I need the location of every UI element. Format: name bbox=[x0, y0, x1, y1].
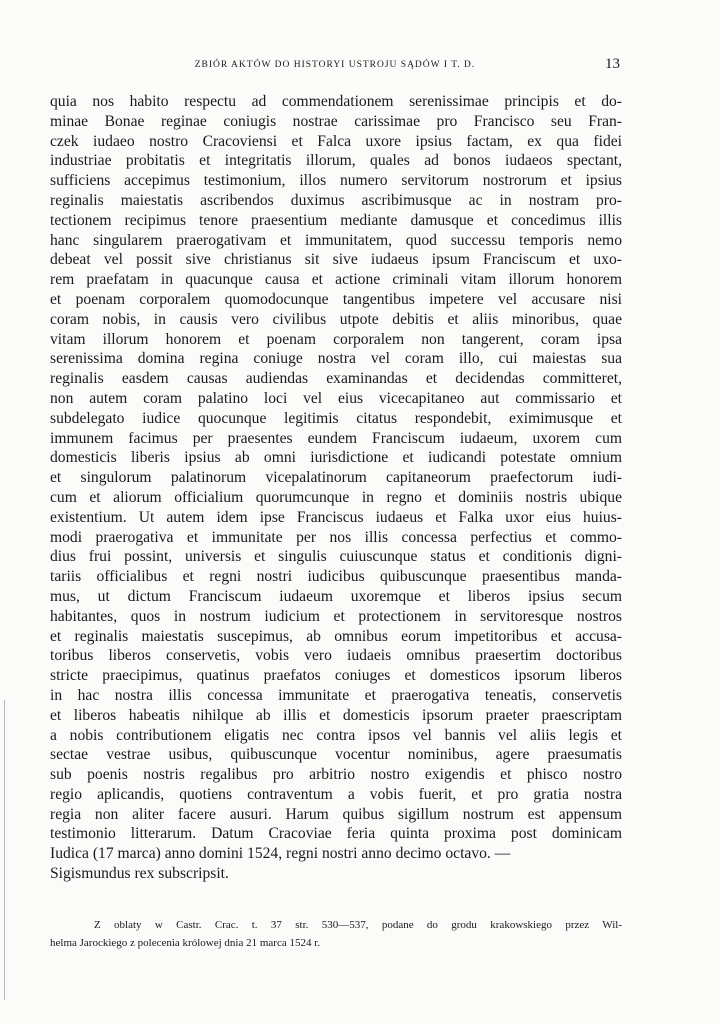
text-line: et reginalis maiestatis suscepimus, ab omnibus eorum impetitoribus et accusa- bbox=[50, 627, 622, 645]
text-line: rem praefatam in quacunque causa et actione criminali vitam illorum honorem bbox=[50, 271, 622, 289]
text-line: habitantes, quos in nostrum iudicium et protectionem in servitoresque nostros bbox=[50, 607, 622, 625]
footnote-line: Z oblaty w Castr. Crac. t. 37 str. 530—537, podane do grodu krakowskiego przez Wil- bbox=[94, 919, 622, 931]
text-line: hanc singularem praerogativam et immunitatem, quod successu temporis nemo bbox=[50, 231, 622, 249]
text-line: et singulorum palatinorum vicepalatinorum capitaneorum praefectorum iudi- bbox=[50, 469, 622, 487]
text-line: tectionem recipimus tenore praesentium mediante damusque et concedimus illis bbox=[50, 211, 622, 229]
text-line: stricte praecipimus, quatinus praefatos coniuges et domesticos ipsorum liberos bbox=[50, 667, 622, 685]
page-number: 13 bbox=[605, 56, 620, 72]
text-line: serenissima domina regina coniuge nostra vel coram illo, cui maiestas sua bbox=[50, 350, 622, 368]
text-line: subdelegato iudice quocunque legitimis citatus respondebit, eximimusque et bbox=[50, 409, 622, 427]
text-line: vitam illorum honorem et poenam corporalem non tangerent, coram ipsa bbox=[50, 330, 622, 348]
text-line: cum et aliorum officialium quorumcunque in regno et dominiis nostris ubique bbox=[50, 488, 622, 506]
text-line: quia nos habito respectu ad commendationem serenissimae principis et do- bbox=[50, 93, 622, 110]
text-line: in hac nostra illis concessa immunitate et praerogativa teneatis, conservetis bbox=[50, 686, 622, 704]
main-text bbox=[50, 92, 622, 884]
text-line: regio aplicandis, quotiens contraventum a vobis fuerit, et pro gratia nostra bbox=[50, 785, 622, 803]
text-line: non autem coram palatino loci vel eius vicecapitaneo aut commissario et bbox=[50, 389, 622, 407]
text-line: sectae vestrae usibus, quibuscunque vocentur nominibus, agere praesumatis bbox=[50, 746, 622, 764]
text-line: sufficiens accepimus testimonium, illos numero servitorum nostrorum et ipsius bbox=[50, 172, 622, 190]
footnote bbox=[50, 916, 622, 952]
text-line: Iudica (17 marca) anno domini 1524, regni nostri anno decimo octavo. — bbox=[50, 845, 511, 863]
text-line: reginalis easdem causas audiendas examinandas et decidendas committeret, bbox=[50, 370, 622, 388]
text-line: minae Bonae reginae coniugis nostrae carissimae pro Francisco seu Fran- bbox=[50, 112, 622, 130]
running-title: ZBIÓR AKTÓW DO HISTORYI USTROJU SĄDÓW I T. D. bbox=[194, 60, 476, 70]
text-line: modi praerogativa et immunitate per nos illis concessa perfectius et commo- bbox=[50, 528, 622, 546]
text-line: domesticis liberis ipsius ab omni iurisdictione et iudicandi potestate omnium bbox=[50, 449, 622, 467]
text-line: existentium. Ut autem idem ipse Franciscus iudaeus et Falka uxor eius huius- bbox=[50, 508, 622, 526]
text-line: czek iudaeo nostro Cracoviensi et Falca uxore ipsius factam, ex qua fidei bbox=[50, 132, 622, 150]
text-line: industriae probitatis et integritatis illorum, quales ad bonos iudaeos spectant, bbox=[50, 152, 622, 170]
text-line: mus, ut dictum Franciscum iudaeum uxoremque et liberos ipsius secum bbox=[50, 587, 622, 605]
text-line: tariis officialibus et regni nostri iudicibus quibuscunque praesentibus manda- bbox=[50, 568, 622, 586]
text-line: testimonio litterarum. Datum Cracoviae feria quinta proxima post dominicam bbox=[50, 825, 622, 843]
text-line: dius frui possint, universis et singulis cuiuscunque status et conditionis digni- bbox=[50, 548, 622, 566]
text-line: a nobis contributionem eligatis nec contra ipsos vel bannis vel aliis legis et bbox=[50, 726, 622, 744]
footnote-line: helma Jarockiego z polecenia królowej dnia 21 marca 1524 r. bbox=[50, 937, 321, 949]
text-line: immunem facimus per praesentes eundem Franciscum iudaeum, uxorem cum bbox=[50, 429, 622, 447]
scan-margin-mark bbox=[4, 700, 5, 1000]
text-line: toribus liberos conservetis, vobis vero iudaeis omnibus praesertim doctoribus bbox=[50, 647, 622, 665]
text-line: Sigismundus rex subscripsit. bbox=[50, 865, 229, 883]
text-line: reginalis maiestatis ascribendos duximus ascribimusque ac in nostram pro- bbox=[50, 191, 622, 209]
text-line: coram nobis, in causis vero civilibus utpote debitis et aliis minoribus, quae bbox=[50, 310, 622, 328]
page-header bbox=[50, 56, 620, 76]
text-line: debeat vel possit sive christianus sit sive iudaeus ipsum Franciscum et uxo- bbox=[50, 251, 622, 269]
text-line: et poenam corporalem quomodocunque tangentibus impetere vel accusare nisi bbox=[50, 290, 622, 308]
text-line: sub poenis nostris regalibus pro arbitrio nostro exigendis et phisco nostro bbox=[50, 766, 622, 784]
text-line: regia non aliter facere ausuri. Harum quibus sigillum nostrum est appensum bbox=[50, 805, 622, 823]
text-line: et liberos habeatis nihilque ab illis et domesticis ipsorum praeter praescriptam bbox=[50, 706, 622, 724]
